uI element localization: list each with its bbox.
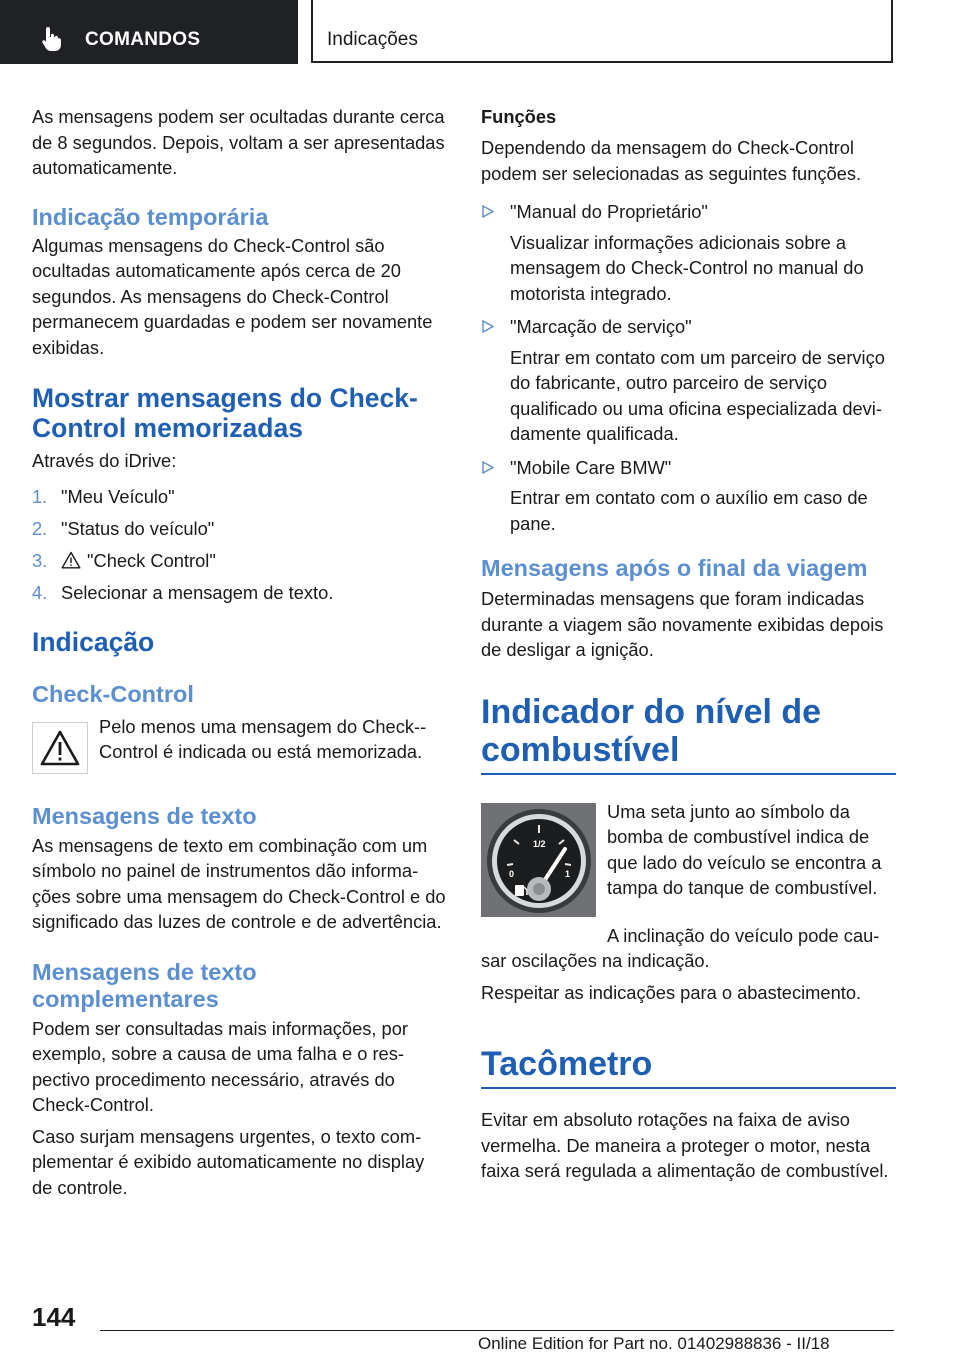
heading-indication: Indicação — [32, 626, 155, 657]
header-subsection-tab — [311, 0, 893, 63]
option-description: Visualizar informações adicionais sobre a mensagem do Check-Control no manual do motorista integrado. — [510, 231, 864, 304]
header-section-tab — [0, 0, 298, 64]
check-control-text: Pelo menos uma mensagem do Check--Control é indicada ou está memorizada. — [99, 715, 427, 762]
fuel-gauge-block — [481, 799, 896, 949]
intro-paragraph: As mensagens podem ser ocultadas durante cerca de 8 segundos. Depois, voltam a ser apresentadas automaticamente. — [32, 106, 445, 178]
heading-messages-after-trip: Mensagens após o final da viagem — [481, 555, 868, 581]
edition-info: Online Edition for Part no. 01402988836 - II/18 — [478, 1334, 830, 1353]
heading-text-messages: Mensagens de texto — [32, 802, 257, 829]
option-description: Entrar em contato com um parceiro de serviço do fabricante, outro parceiro de serviço qualificado ou uma oficina especializada devidamente qualificada. — [510, 346, 885, 444]
fuel-gauge-description — [607, 799, 897, 907]
step-item — [32, 516, 448, 541]
idrive-steps — [32, 484, 448, 605]
triangle-bullet-icon — [482, 461, 494, 474]
step-text: "Status do veículo" — [61, 517, 215, 539]
fuel-gauge-icon — [481, 803, 596, 917]
heading-tachometer: Tacômetro — [481, 1045, 653, 1083]
tachometer-text: Evitar em absoluto rotações na faixa de aviso vermelha. De maneira a proteger o motor, nesta faixa será regulada a alimentação de combustível. — [481, 1109, 889, 1181]
step-item — [32, 548, 448, 573]
fuel-level-heading-block — [481, 693, 896, 775]
heading-fuel-level: Indicador do nível de combustível — [481, 692, 822, 769]
heading-check-control: Check-Control — [32, 680, 194, 707]
temporary-indication-text: Algumas mensagens do Check-Control são ocultadas automaticamente após cerca de 20 segundos. As mensagens do Check-Control permanecem guardadas e podem ser novamente exibidas. — [32, 234, 433, 358]
step-number: 2. — [32, 517, 48, 539]
gauge-empty-label: 0 — [509, 868, 515, 879]
step-item — [32, 580, 448, 605]
messages-after-trip-text: Determinadas mensagens que foram indicadas durante a viagem são novamente exibidas depois de desligar a ignição. — [481, 588, 884, 660]
tachometer-heading-block — [481, 1045, 896, 1089]
fuel-level-text-3: Respeitar as indicações para o abastecimento. — [481, 981, 862, 1003]
option-title: "Manual do Proprietário" — [510, 201, 708, 222]
show-messages-text: Através do iDrive: — [32, 450, 177, 471]
right-column — [481, 104, 896, 1184]
option-title: "Mobile Care BMW" — [510, 456, 672, 478]
triangle-bullet-icon — [482, 205, 494, 218]
gauge-full-label: 1 — [565, 868, 571, 879]
header-section-title: COMANDOS — [85, 29, 201, 50]
warning-symbol-box — [32, 722, 88, 774]
pointing-hand-icon — [40, 26, 64, 52]
supplementary-text-1: Podem ser consultadas mais informações, por exemplo, sobre a causa de uma falha e o respectivo procedimento necessário, através do Check-Control. — [32, 1017, 408, 1115]
step-number: 1. — [32, 485, 48, 507]
triangle-bullet-icon — [482, 320, 494, 333]
page-number: 144 — [32, 1302, 76, 1332]
step-item — [32, 484, 448, 509]
gauge-half-label: 1/2 — [533, 838, 546, 849]
left-column — [32, 104, 448, 1200]
heading-temporary-indication: Indicação temporária — [32, 203, 269, 230]
warning-triangle-icon — [33, 723, 87, 773]
supplementary-text-2: Caso surjam mensagens urgentes, o texto complementar é exibido automaticamente no display de controle. — [32, 1125, 425, 1198]
step-text: "Check Control" — [87, 549, 216, 571]
option-item — [481, 199, 896, 306]
option-title: "Marcação de serviço" — [510, 316, 692, 337]
step-text: "Meu Veículo" — [61, 485, 175, 507]
fuel-level-text-1: Uma seta junto ao símbolo da bomba de combustível indica de que lado do veículo se encontra a tampa do tanque de combustível. — [607, 800, 882, 898]
heading-supplementary-messages: Mensagens de texto complementares — [32, 958, 257, 1012]
fuel-gauge-image — [481, 803, 596, 917]
option-item — [481, 314, 896, 447]
option-description: Entrar em contato com o auxílio em caso de pane. — [510, 487, 868, 534]
heading-functions: Funções — [481, 106, 557, 127]
check-control-block — [32, 714, 448, 778]
function-options — [481, 199, 896, 536]
step-number: 4. — [32, 581, 48, 603]
heading-show-messages: Mostrar mensagens do Check-Control memorizadas — [32, 383, 418, 443]
footer-divider — [100, 1330, 894, 1331]
text-messages-text: As mensagens de texto em combinação com um símbolo no painel de instrumentos dão informações sobre uma mensagem do Check-Control e do significado das luzes de controle e de advertência. — [32, 834, 446, 932]
fuel-level-tilt-text: A inclinação do veículo pode causar oscilações na indicação. — [481, 924, 880, 971]
functions-text: Dependendo da mensagem do Check-Control podem ser selecionadas as seguintes funções. — [481, 137, 862, 184]
step-text: Selecionar a mensagem de texto. — [61, 581, 334, 603]
header-subsection-title: Indicações — [327, 29, 418, 50]
option-item — [481, 455, 896, 537]
warning-triangle-icon — [61, 551, 81, 569]
step-number: 3. — [32, 549, 48, 571]
